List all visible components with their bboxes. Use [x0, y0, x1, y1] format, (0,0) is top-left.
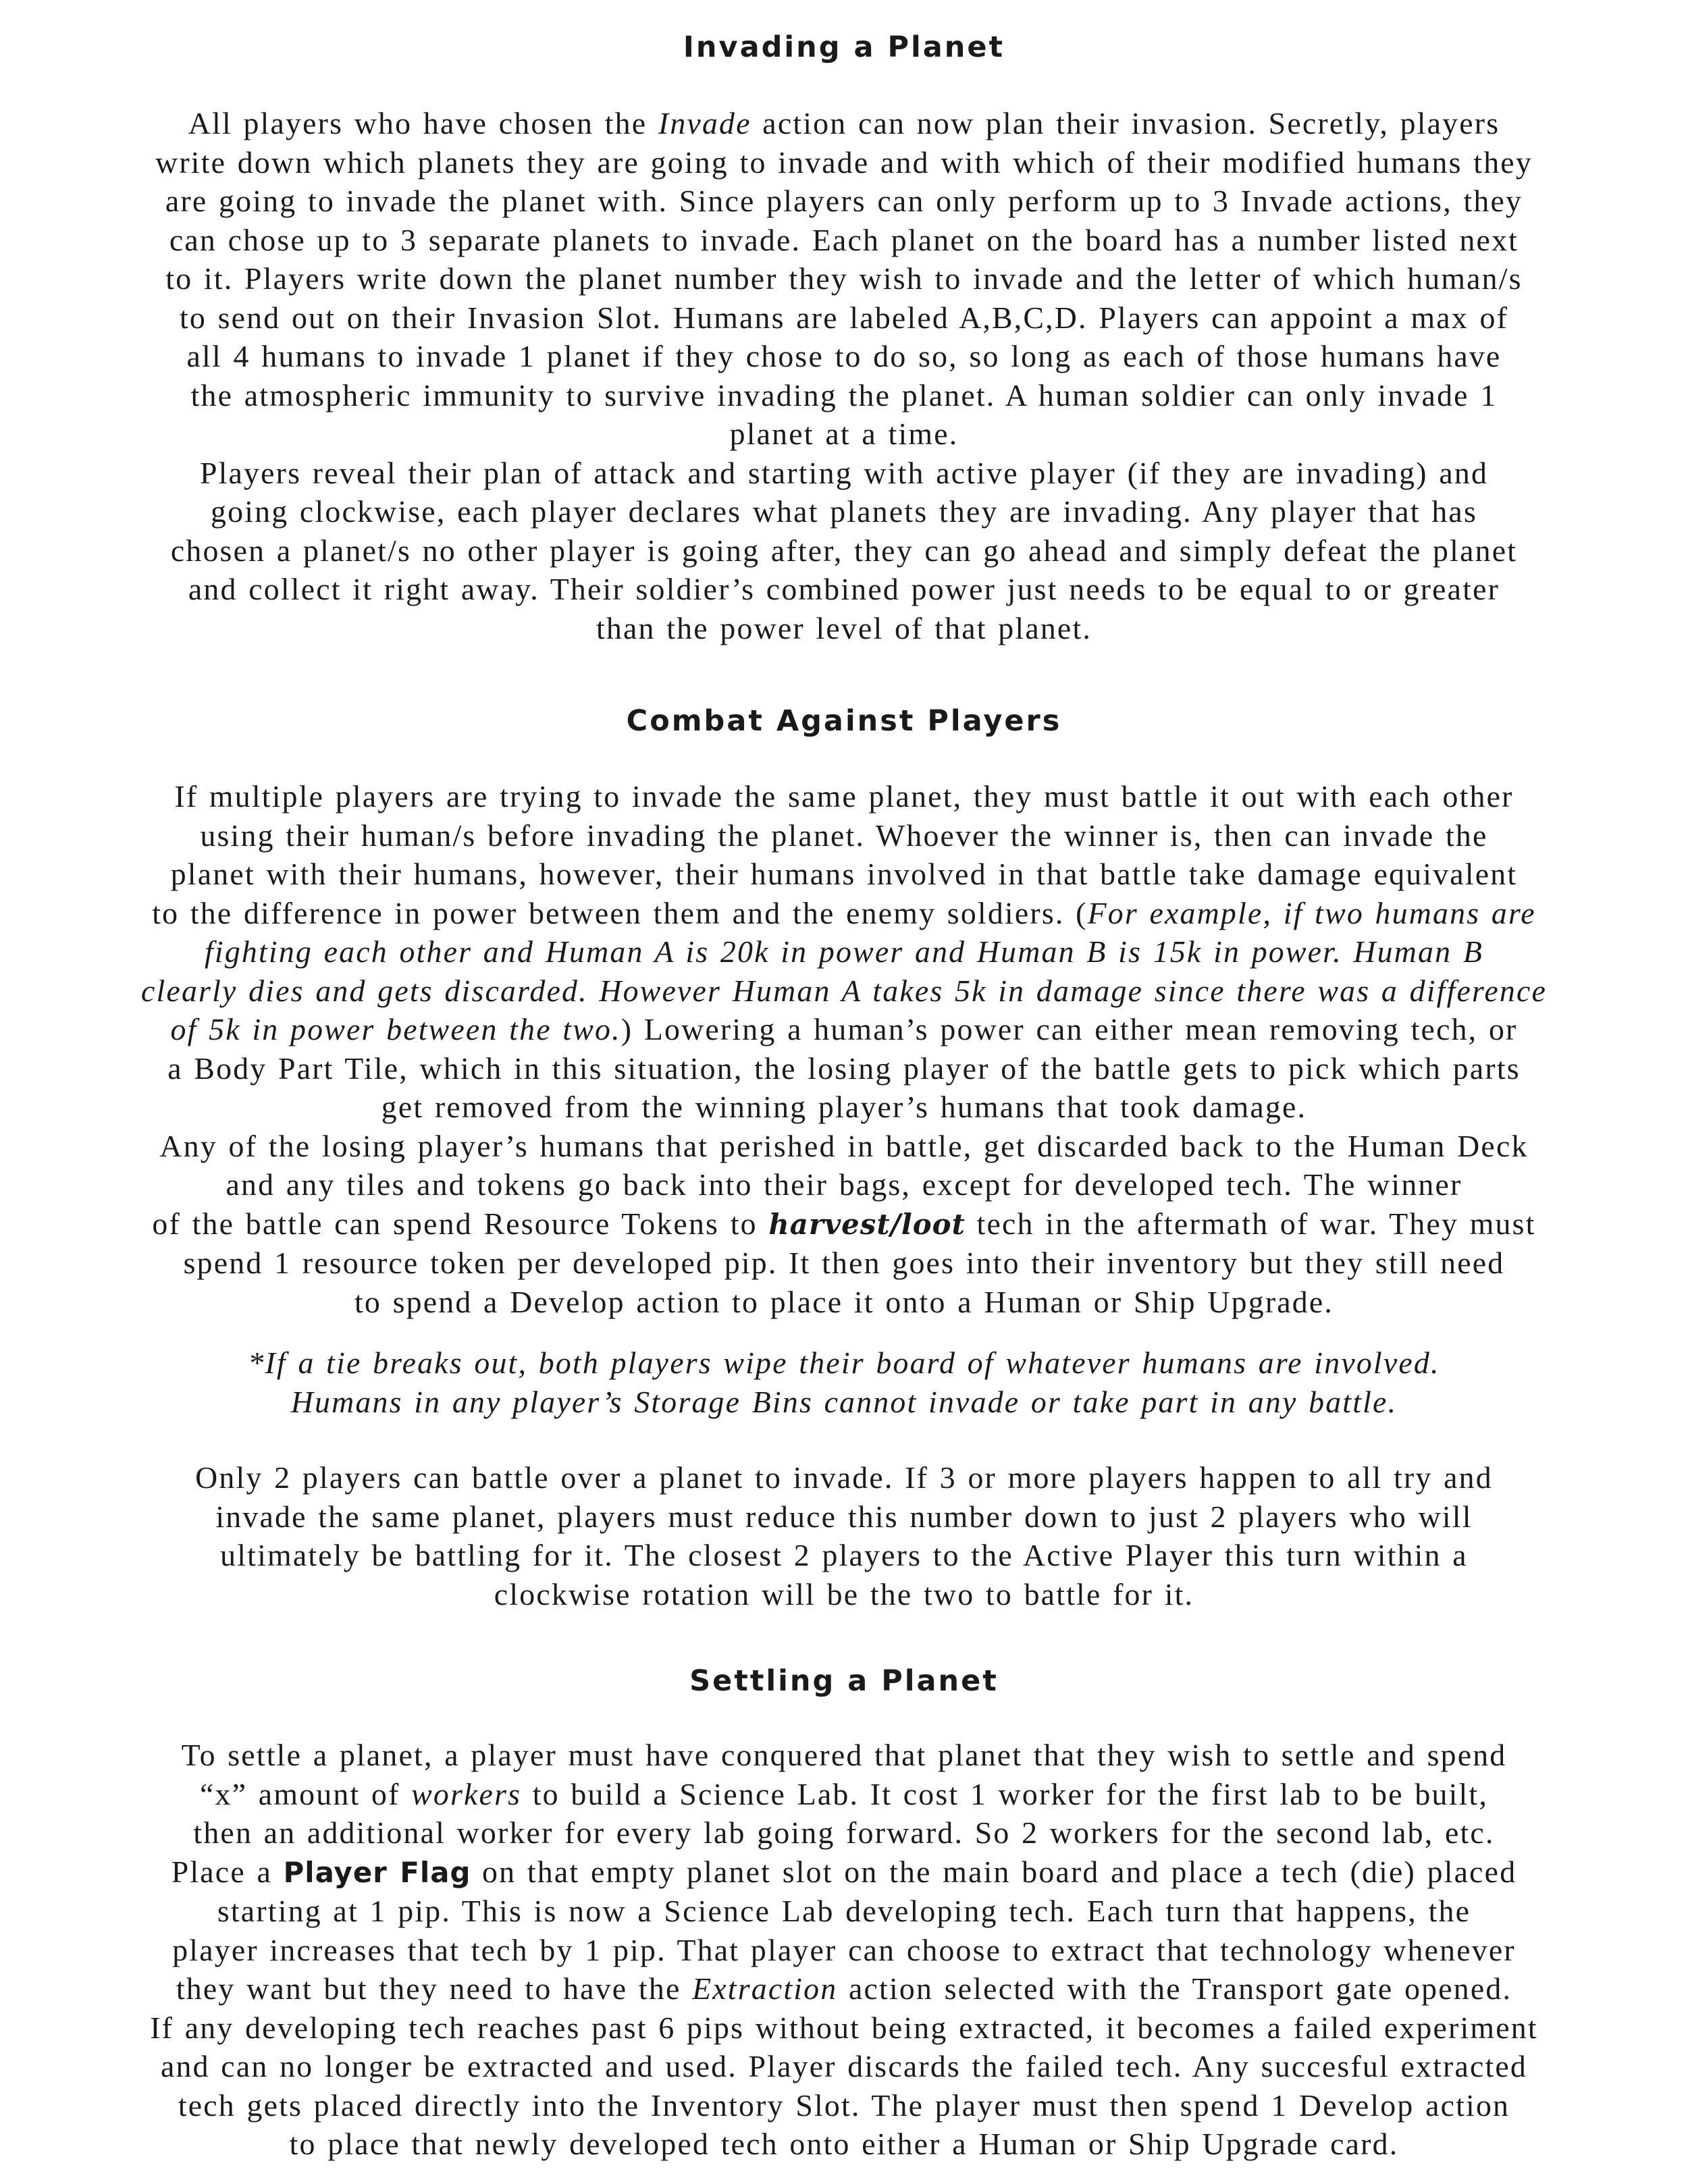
text-line: *If a tie breaks out, both players wipe their board of whatever humans are involved. — [248, 1346, 1440, 1380]
text-line: Humans in any player’s Storage Bins cannot invade or take part in any battle. — [290, 1384, 1398, 1419]
text-line: To settle a planet, a player must have conquered that planet that they wish to settle and spend — [181, 1738, 1507, 1772]
text-line: to spend a Develop action to place it onto a Human or Ship Upgrade. — [354, 1284, 1334, 1319]
text-line: planet at a time. — [729, 417, 959, 451]
text-line: then an additional worker for every lab going forward. So 2 workers for the second lab, etc. — [193, 1815, 1495, 1850]
section-title-settling: Settling a Planet — [689, 1664, 999, 1698]
text-line: If multiple players are trying to invade the same planet, they must battle it out with each other — [174, 779, 1514, 814]
text-line: the atmospheric immunity to survive invading the planet. A human soldier can only invade 1 — [190, 377, 1498, 412]
text-line: ultimately be battling for it. The closest 2 players to the Active Player this turn within a — [220, 1538, 1468, 1572]
text-line: a Body Part Tile, which in this situation, the losing player of the battle gets to pick which parts — [167, 1050, 1521, 1086]
text-line: planet with their humans, however, their humans involved in that battle take damage equivalent — [170, 857, 1518, 891]
text-line: all 4 humans to invade 1 planet if they chose to do so, so long as each of those humans have — [186, 339, 1502, 373]
text-line: and collect it right away. Their soldier’s combined power just needs to be equal to or greater — [188, 572, 1500, 606]
text-line: Players reveal their plan of attack and starting with active player (if they are invading) and — [199, 455, 1489, 490]
text-line: and can no longer be extracted and used. Player discards the failed tech. Any succesful extracted — [160, 2049, 1528, 2083]
text-line: to the difference in power between them and the enemy soldiers. (For example, if two humans are — [152, 895, 1536, 930]
text-line: are going to invade the planet with. Since players can only perform up to 3 Invade actions, they — [165, 184, 1523, 218]
text-line: they want but they need to have the Extraction action selected with the Transport gate opened. — [176, 1971, 1512, 2006]
battle-limit-paragraph — [34, 1458, 1654, 1614]
text-line: “x” amount of workers to build a Science Lab. It cost 1 worker for the first lab to be built, — [200, 1776, 1488, 1811]
invading-paragraph — [34, 104, 1654, 647]
text-line: invade the same planet, players must reduce this number down to just 2 players who will — [215, 1499, 1473, 1534]
text-line: than the power level of that planet. — [596, 610, 1092, 645]
text-line: If any developing tech reaches past 6 pips without being extracted, it becomes a failed experiment — [150, 2010, 1538, 2045]
text-line: going clockwise, each player declares what planets they are invading. Any player that has — [211, 494, 1477, 529]
text-line: using their human/s before invading the planet. Whoever the winner is, then can invade the — [200, 818, 1488, 853]
text-line: tech gets placed directly into the Inventory Slot. The player must then spend 1 Develop action — [178, 2087, 1510, 2123]
text-line: clearly dies and gets discarded. However Human A takes 5k in damage since there was a difference — [140, 973, 1548, 1008]
settling-paragraph — [34, 1736, 1654, 2164]
text-line: to send out on their Invasion Slot. Humans are labeled A,B,C,D. Players can appoint a max of — [179, 300, 1509, 335]
combat-paragraph — [34, 777, 1654, 1321]
section-title-combat: Combat Against Players — [626, 704, 1062, 738]
text-line: can chose up to 3 separate planets to invade. Each planet on the board has a number listed next — [169, 222, 1519, 257]
text-line: to it. Players write down the planet number they wish to invade and the letter of which human/s — [165, 261, 1523, 296]
text-line: clockwise rotation will be the two to battle for it. — [494, 1576, 1194, 1612]
text-line: spend 1 resource token per developed pip. It then goes into their inventory but they still need — [183, 1246, 1505, 1280]
text-line: of the battle can spend Resource Tokens to harvest/loot tech in the aftermath of war. They must — [152, 1206, 1536, 1241]
text-line: of 5k in power between the two.) Lowering a human’s power can either mean removing tech, or — [170, 1012, 1518, 1046]
section-title-invading: Invading a Planet — [683, 30, 1005, 64]
tie-note — [34, 1343, 1654, 1421]
text-line: starting at 1 pip. This is now a Science Lab developing tech. Each turn that happens, the — [217, 1894, 1471, 1928]
rulebook-page — [34, 20, 1654, 2167]
text-line: and any tiles and tokens go back into their bags, except for developed tech. The winner — [226, 1167, 1462, 1202]
text-line: get removed from the winning player’s humans that took damage. — [381, 1090, 1307, 1124]
text-line: write down which planets they are going to invade and with which of their modified humans they — [155, 144, 1533, 180]
text-line: chosen a planet/s no other player is going after, they can go ahead and simply defeat the planet — [170, 533, 1518, 568]
text-line: Place a Player Flag on that empty planet slot on the main board and place a tech (die) placed — [171, 1854, 1517, 1889]
text-line: All players who have chosen the Invade action can now plan their invasion. Secretly, players — [188, 106, 1500, 140]
text-line: Only 2 players can battle over a planet to invade. If 3 or more players happen to all try and — [195, 1460, 1493, 1495]
text-line: Any of the losing player’s humans that perished in battle, get discarded back to the Human Deck — [159, 1128, 1529, 1163]
text-line: to place that newly developed tech onto either a Human or Ship Upgrade card. — [289, 2127, 1399, 2161]
text-line: player increases that tech by 1 pip. That player can choose to extract that technology whenever — [172, 1932, 1516, 1967]
text-line: fighting each other and Human A is 20k in power and Human B is 15k in power. Human B — [204, 934, 1484, 969]
